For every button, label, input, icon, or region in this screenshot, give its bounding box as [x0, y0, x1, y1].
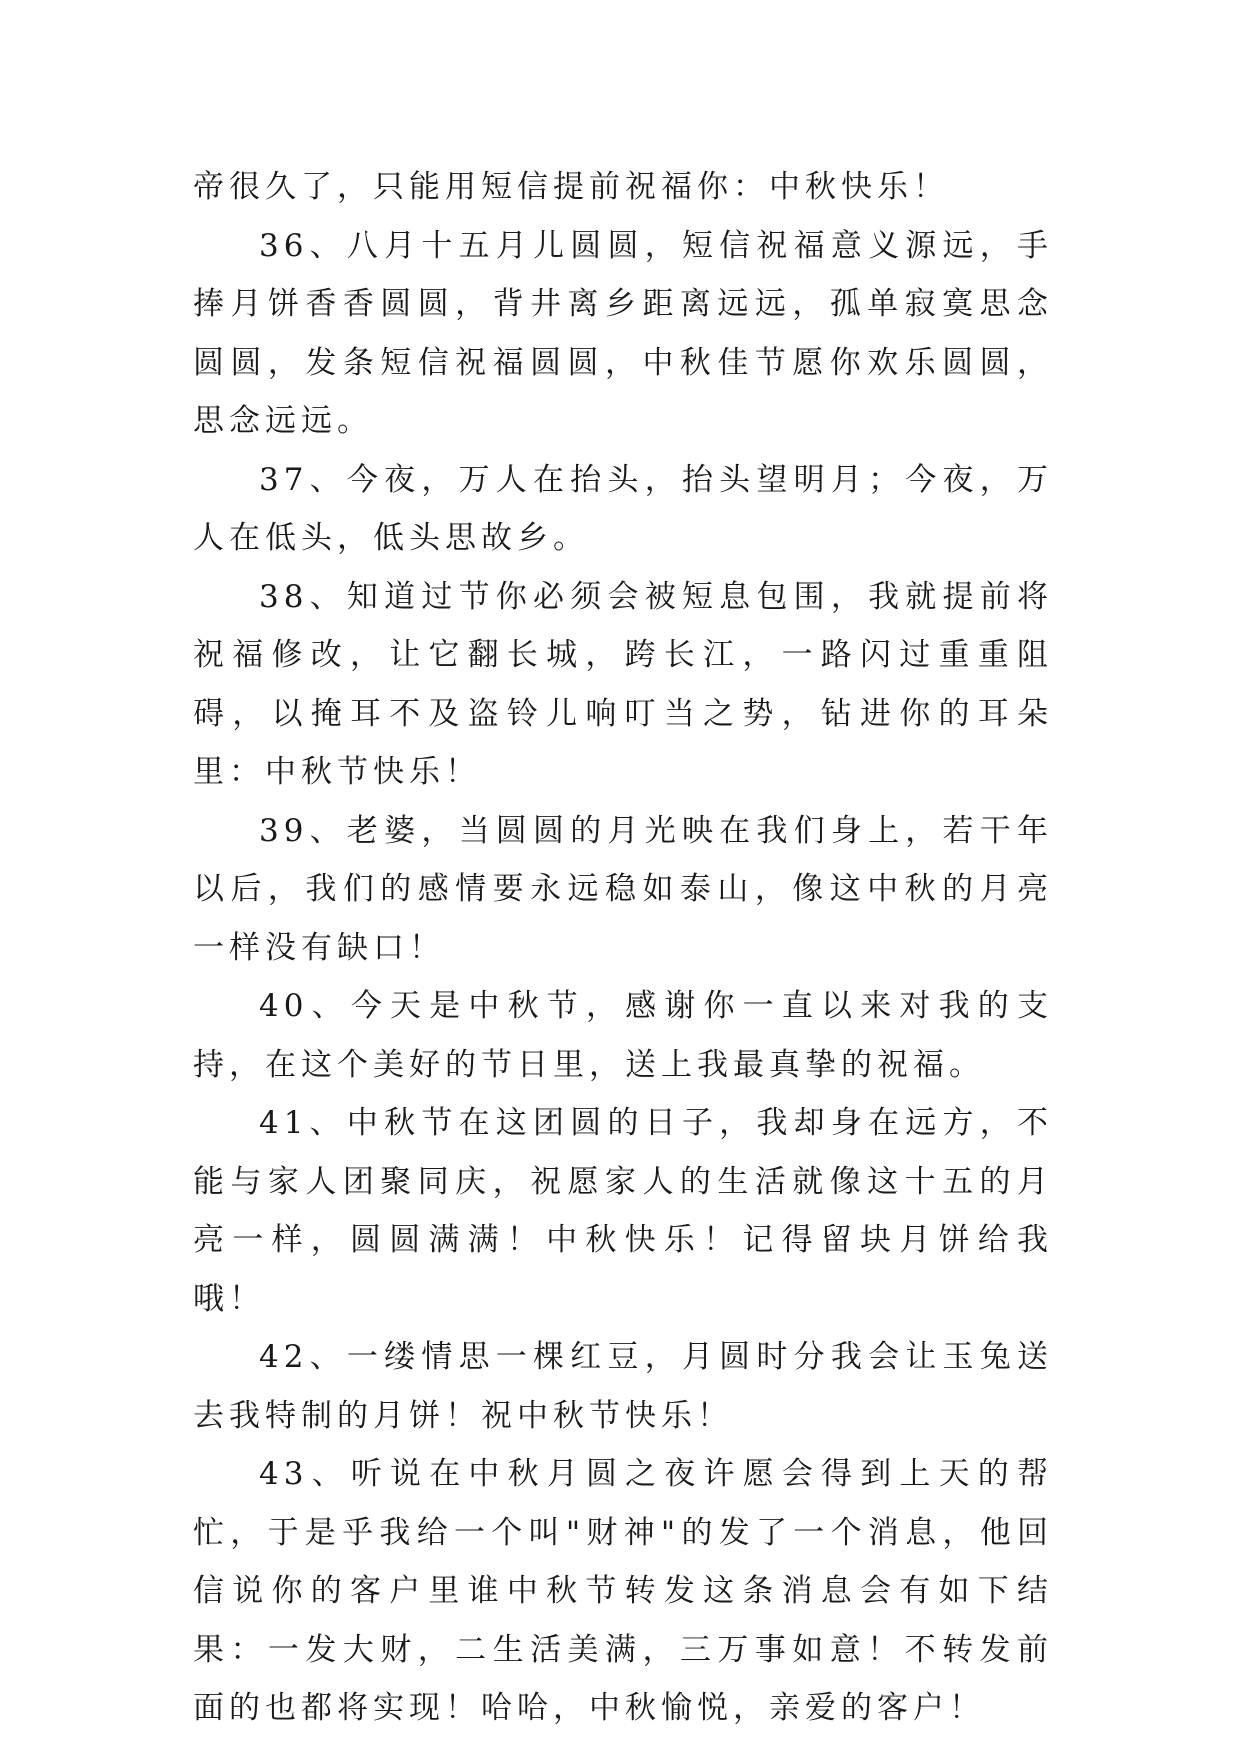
paragraph-38: 38、知道过节你必须会被短息包围，我就提前将祝福修改，让它翻长城，跨长江，一路闪过重重阻碍，以掩耳不及盗铃儿响叮当之势，钻进你的耳朵里：中秋节快乐！ [193, 578, 1053, 790]
paragraph-40: 40、今天是中秋节，感谢你一直以来对我的支持，在这个美好的节日里，送上我最真挚的祝福。 [193, 988, 1053, 1083]
paragraph-37: 37、今夜，万人在抬头，抬头望明月；今夜，万人在低头，低头思故乡。 [193, 461, 1053, 556]
paragraph-41: 41、中秋节在这团圆的日子，我却身在远方，不能与家人团聚同庆，祝愿家人的生活就像这十五的月亮一样，圆圆满满！中秋快乐！记得留块月饼给我哦！ [193, 1105, 1053, 1317]
paragraph-continued: 帝很久了，只能用短信提前祝福你：中秋快乐！ [193, 169, 949, 205]
document-body [193, 158, 1053, 1738]
paragraph-42: 42、一缕情思一棵红豆，月圆时分我会让玉兔送去我特制的月饼！祝中秋节快乐！ [193, 1339, 1053, 1434]
paragraph-39: 39、老婆，当圆圆的月光映在我们身上，若干年以后，我们的感情要永远稳如泰山，像这中秋的月亮一样没有缺口！ [193, 812, 1053, 966]
paragraph-43: 43、听说在中秋月圆之夜许愿会得到上天的帮忙，于是乎我给一个叫"财神"的发了一个消息，他回信说你的客户里谁中秋节转发这条消息会有如下结果：一发大财，二生活美满，三万事如意！不转发前面的也都将实现！哈哈，中秋愉悦，亲爱的客户！ [193, 1456, 1053, 1726]
paragraph-36: 36、八月十五月儿圆圆，短信祝福意义源远，手捧月饼香香圆圆，背井离乡距离远远，孤单寂寞思念圆圆，发条短信祝福圆圆，中秋佳节愿你欢乐圆圆，思念远远。 [193, 227, 1053, 439]
